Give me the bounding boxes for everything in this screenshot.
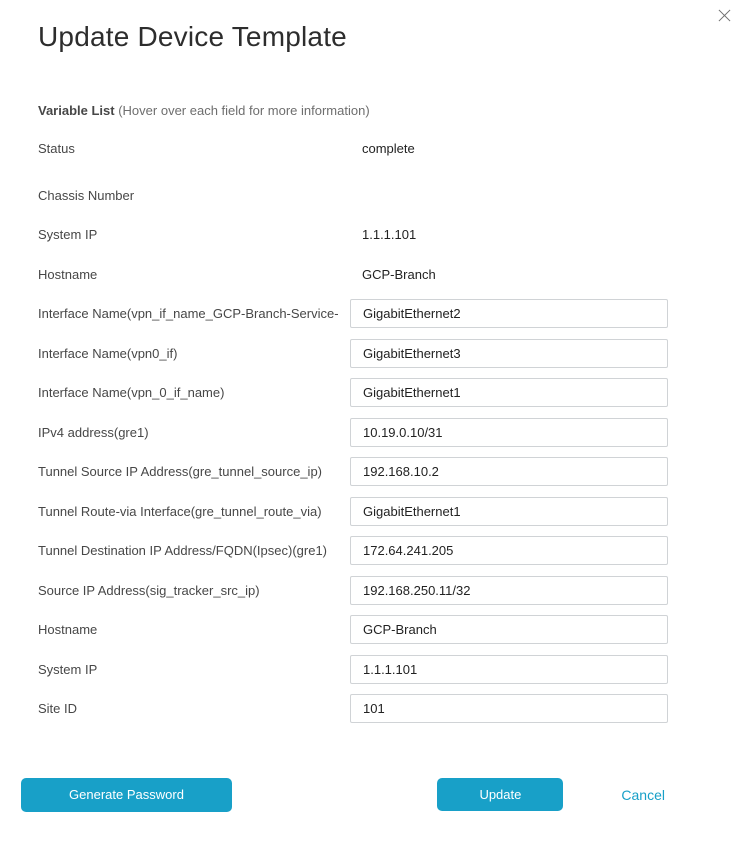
field-value: complete (362, 140, 415, 156)
close-icon[interactable] (716, 7, 732, 23)
input-row-ipv4-address-gre1 (38, 418, 668, 446)
variable-list-hint: (Hover over each field for more information) (118, 103, 370, 118)
update-button[interactable]: Update (437, 778, 563, 811)
static-row-hostname (38, 260, 668, 288)
hostname-input[interactable] (350, 615, 668, 644)
input-row-site-id (38, 695, 668, 723)
field-label: Hostname (38, 622, 98, 637)
site-id-input[interactable] (350, 694, 668, 723)
field-label: Interface Name(vpn0_if) (38, 345, 178, 361)
field-value: 1.1.1.101 (362, 227, 417, 242)
field-label: IPv4 address(gre1) (38, 424, 149, 440)
input-row-system-ip (38, 655, 668, 683)
field-label: Status (38, 140, 75, 156)
input-row-interface-name-service-vpn (38, 300, 668, 328)
tunnel-source-ip-input[interactable] (350, 457, 668, 486)
field-label: Source IP Address(sig_tracker_src_ip) (38, 582, 260, 598)
input-row-tunnel-source-ip (38, 458, 668, 486)
input-row-tunnel-destination-ip (38, 537, 668, 565)
field-label: Interface Name(vpn_if_name_GCP-Branch-Service- (38, 306, 339, 321)
static-row-system-ip (38, 221, 668, 249)
modal-footer (0, 778, 752, 812)
field-label: Tunnel Route-via Interface(gre_tunnel_route_via) (38, 503, 322, 519)
tunnel-destination-ip-input[interactable] (350, 536, 668, 565)
input-row-tunnel-route-via (38, 497, 668, 525)
field-label: Tunnel Destination IP Address/FQDN(Ipsec)(gre1) (38, 543, 328, 558)
generate-password-button[interactable]: Generate Password (21, 778, 232, 812)
cancel-button[interactable]: Cancel (621, 786, 665, 803)
interface-name-vpn0-if-input[interactable] (350, 339, 668, 368)
input-row-interface-name-vpn0-if (38, 339, 668, 367)
ipv4-address-gre1-input[interactable] (350, 418, 668, 447)
field-label: Hostname (38, 266, 98, 282)
field-label: Site ID (38, 701, 78, 716)
field-label: Chassis Number (38, 187, 135, 203)
static-row-status (38, 134, 668, 162)
variable-rows (0, 134, 752, 723)
input-row-interface-name-vpn-0-if-name (38, 379, 668, 407)
input-row-source-ip-tracker (38, 576, 668, 604)
field-label: Tunnel Source IP Address(gre_tunnel_source_ip) (38, 464, 323, 479)
tunnel-route-via-input[interactable] (350, 497, 668, 526)
input-row-hostname (38, 616, 668, 644)
page-title: Update Device Template (38, 21, 347, 52)
field-label: System IP (38, 661, 98, 677)
field-label: Interface Name(vpn_0_if_name) (38, 385, 225, 400)
variable-list-header (0, 102, 752, 120)
source-ip-tracker-input[interactable] (350, 576, 668, 605)
field-value: GCP-Branch (362, 266, 436, 282)
variable-list-heading: Variable List (38, 103, 115, 118)
static-row-chassis-number (38, 181, 668, 209)
interface-name-vpn-0-if-name-input[interactable] (350, 378, 668, 407)
field-label: System IP (38, 227, 98, 242)
system-ip-input[interactable] (350, 655, 668, 684)
interface-name-service-vpn-input[interactable] (350, 299, 668, 328)
